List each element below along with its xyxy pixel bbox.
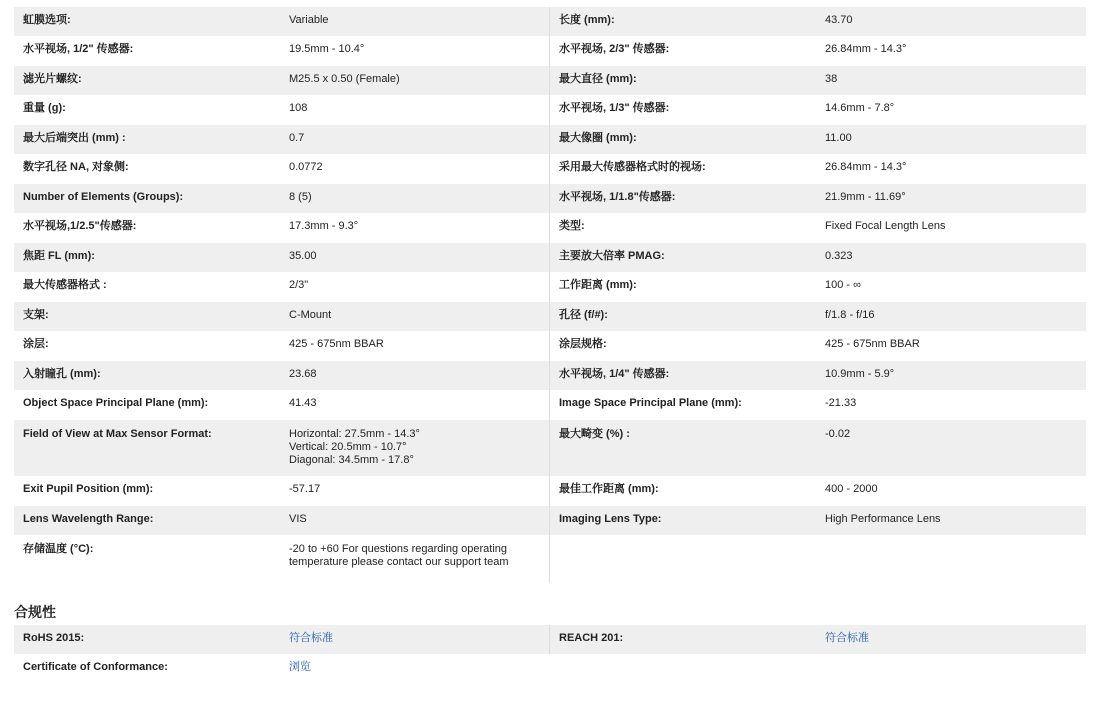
spec-value: [280, 420, 550, 476]
spec-value-line: Diagonal: 34.5mm - 17.8°: [289, 454, 414, 466]
spec-label: 最大传感器格式 :: [23, 279, 107, 291]
spec-row: [14, 420, 1086, 476]
spec-value-line: 425 - 675nm BBAR: [289, 338, 384, 350]
spec-value: 21.9mm - 11.69°: [825, 191, 906, 203]
spec-row: [14, 390, 1086, 420]
compliance-heading: 合规性: [14, 604, 56, 620]
spec-value-line: 41.43: [289, 397, 317, 409]
spec-value: High Performance Lens: [825, 513, 941, 525]
spec-value-line: 35.00: [289, 250, 317, 262]
spec-value: [280, 66, 550, 95]
spec-row: [14, 506, 1086, 535]
spec-label: Object Space Principal Plane (mm):: [23, 397, 209, 409]
spec-value-line: 17.3mm - 9.3°: [289, 220, 359, 232]
spec-label: 涂层:: [23, 338, 49, 350]
spec-value-line: 8 (5): [289, 191, 312, 203]
spec-row: [14, 476, 1086, 506]
spec-label: [550, 535, 816, 583]
compliance-link[interactable]: [816, 654, 1086, 683]
spec-row: [14, 272, 1086, 302]
spec-value: [280, 7, 550, 36]
spec-value: -21.33: [825, 397, 857, 409]
spec-value-line: 23.68: [289, 368, 317, 380]
compliance-table: [14, 625, 1086, 683]
spec-label: Field of View at Max Sensor Format:: [23, 428, 212, 440]
spec-label: 最佳工作距离 (mm):: [559, 483, 659, 495]
spec-row: [14, 331, 1086, 361]
spec-value: [280, 476, 550, 506]
spec-value: [280, 535, 550, 583]
compliance-label: REACH 201:: [559, 632, 624, 644]
spec-row: [14, 302, 1086, 331]
spec-value-line: -20 to +60 For questions regarding operating: [289, 543, 508, 555]
spec-value-line: VIS: [289, 513, 307, 525]
spec-value: [280, 331, 550, 361]
spec-label: 数字孔径 NA, 对象侧:: [23, 161, 129, 173]
spec-value: 14.6mm - 7.8°: [825, 102, 895, 114]
spec-value: 425 - 675nm BBAR: [825, 338, 920, 350]
spec-label: 水平视场, 1/4" 传感器:: [559, 368, 670, 380]
spec-value: [280, 95, 550, 125]
spec-value: [280, 213, 550, 243]
spec-label: 涂层规格:: [559, 338, 607, 350]
spec-value: [280, 243, 550, 272]
spec-value: 10.9mm - 5.9°: [825, 368, 895, 380]
spec-value: 38: [825, 73, 838, 85]
spec-label: 水平视场, 1/2" 传感器:: [23, 43, 134, 55]
spec-row: [14, 361, 1086, 390]
spec-row: [14, 66, 1086, 95]
spec-label: 入射瞳孔 (mm):: [23, 368, 101, 380]
spec-label: 水平视场, 1/3" 传感器:: [559, 102, 670, 114]
spec-label: Image Space Principal Plane (mm):: [559, 397, 742, 409]
spec-label: 虹膜选项:: [23, 14, 71, 26]
spec-value-line: 0.0772: [289, 161, 323, 173]
spec-label: 最大像圈 (mm):: [559, 132, 637, 144]
spec-value: [280, 390, 550, 420]
spec-row: [14, 184, 1086, 213]
spec-label: 最大后端突出 (mm) :: [23, 132, 126, 144]
compliance-row: [14, 654, 1086, 683]
spec-value-line: Variable: [289, 14, 329, 26]
compliance-label: RoHS 2015:: [23, 632, 85, 644]
spec-value: Fixed Focal Length Lens: [825, 220, 946, 232]
spec-row: [14, 7, 1086, 36]
spec-label: 重量 (g):: [23, 102, 66, 114]
spec-value-line: Horizontal: 27.5mm - 14.3°: [289, 428, 420, 440]
spec-value-line: 0.7: [289, 132, 305, 144]
compliance-link[interactable]: 符合标准: [825, 632, 869, 644]
spec-value: f/1.8 - f/16: [825, 309, 875, 321]
spec-value: 11.00: [825, 132, 852, 144]
spec-label: 主要放大倍率 PMAG:: [559, 250, 665, 262]
spec-row: [14, 36, 1086, 66]
spec-value: -0.02: [825, 428, 851, 440]
spec-label: 水平视场,1/2.5"传感器:: [23, 220, 137, 232]
spec-value: [280, 154, 550, 184]
spec-row: [14, 95, 1086, 125]
compliance-label: Certificate of Conformance:: [23, 661, 168, 673]
spec-label: Exit Pupil Position (mm):: [23, 483, 154, 495]
spec-label: Number of Elements (Groups):: [23, 191, 184, 203]
compliance-row: [14, 625, 1086, 654]
spec-label: 最大畸变 (%) :: [559, 428, 630, 440]
spec-row: [14, 213, 1086, 243]
spec-value-line: 2/3": [289, 279, 309, 291]
spec-value: 100 - ∞: [825, 279, 861, 291]
compliance-link[interactable]: 符合标准: [280, 625, 550, 654]
spec-label: 水平视场, 1/1.8"传感器:: [559, 191, 676, 203]
spec-value: [280, 125, 550, 154]
spec-value-line: 19.5mm - 10.4°: [289, 43, 365, 55]
spec-label: 焦距 FL (mm):: [23, 250, 95, 262]
spec-value-line: Vertical: 20.5mm - 10.7°: [289, 441, 407, 453]
spec-value: 43.70: [825, 14, 853, 26]
spec-label: 工作距离 (mm):: [559, 279, 637, 291]
spec-value-line: temperature please contact our support team: [289, 556, 509, 568]
spec-value: 26.84mm - 14.3°: [825, 43, 907, 55]
spec-value: 400 - 2000: [825, 483, 878, 495]
specifications-table: [14, 7, 1086, 583]
spec-label: Imaging Lens Type:: [559, 513, 662, 525]
spec-label: Lens Wavelength Range:: [23, 513, 154, 525]
spec-label: 类型:: [559, 220, 585, 232]
spec-value: [280, 361, 550, 390]
compliance-label: [550, 654, 816, 683]
spec-value-line: C-Mount: [289, 309, 332, 321]
spec-row: [14, 243, 1086, 272]
spec-row: [14, 125, 1086, 154]
spec-label: 滤光片螺纹:: [23, 73, 82, 85]
spec-label: 采用最大传感器格式时的视场:: [559, 161, 706, 173]
spec-value: [280, 302, 550, 331]
spec-value-line: 108: [289, 102, 308, 114]
spec-label: 支架:: [23, 309, 49, 321]
spec-row: [14, 535, 1086, 583]
spec-value: [280, 272, 550, 302]
spec-value: 26.84mm - 14.3°: [825, 161, 907, 173]
spec-value: [280, 506, 550, 535]
spec-row: [14, 154, 1086, 184]
spec-value: [280, 36, 550, 66]
spec-label: 长度 (mm):: [559, 14, 615, 26]
spec-label: 水平视场, 2/3" 传感器:: [559, 43, 670, 55]
spec-value: [816, 535, 1086, 583]
compliance-link[interactable]: 浏览: [289, 661, 311, 673]
spec-value: [280, 184, 550, 213]
spec-label: 最大直径 (mm):: [559, 73, 637, 85]
spec-label: 存储温度 (°C):: [23, 543, 94, 555]
spec-label: 孔径 (f/#):: [559, 309, 608, 321]
spec-value-line: M25.5 x 0.50 (Female): [289, 73, 400, 85]
spec-value-line: -57.17: [289, 483, 321, 495]
spec-value: 0.323: [825, 250, 853, 262]
